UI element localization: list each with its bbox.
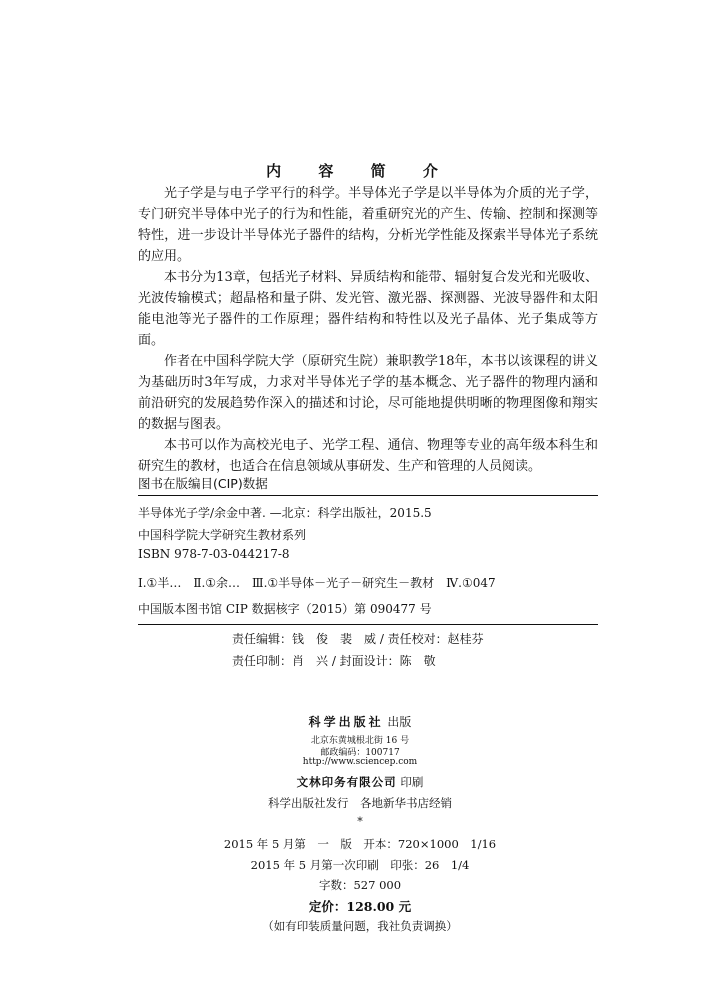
price: 定价：128.00 元 [308,899,412,914]
quality-note: （如有印装质量问题，我社负责调换） [262,919,458,933]
summary-paragraph: 光子学是与电子学平行的科学。半导体光子学是以半导体为介质的光子学，专门研究半导体中光子的行为和性能，着重研究光的产生、传输、控制和探测等特性，进一步设计半导体光子器件的结构，分析光学性能及探索半导体光子系统的应用。 [138,186,598,264]
cip-heading: 图书在版编目(CIP)数据 [138,476,268,491]
summary-text [138,183,598,477]
cip-classification: Ⅰ.①半… Ⅱ.①余… Ⅲ.①半导体－光子－研究生－教材 Ⅳ.①047 [138,576,496,590]
distribution-line: 科学出版社发行 各地新华书店经销 [268,796,452,810]
publisher-name: 科学出版社 [308,715,384,729]
summary-paragraph: 本书可以作为高校光电子、光学工程、通信、物理等专业的高年级本科生和研究生的教材，也适合在信息领域从事研发、生产和管理的人员阅读。 [138,438,598,474]
summary-title: 内 容 简 介 [266,162,454,180]
cip-isbn: ISBN 978-7-03-044217-8 [138,547,290,561]
publisher-postcode: 邮政编码：100717 [320,748,400,758]
publisher-suffix: 出版 [387,715,412,729]
production-credits: 责任印制：肖 兴 / 封面设计：陈 敬 [232,654,436,668]
cip-line: 半导体光子学/余金中著. —北京：科学出版社，2015.5 [138,506,432,520]
word-count: 字数：527 000 [318,878,402,892]
edition-line: 2015 年 5 月第 一 版 开本：720×1000 1/16 [223,837,497,851]
publisher-address: 北京东黄城根北街 16 号 [310,736,410,746]
cip-bottom-rule [138,624,598,625]
printer-name: 文林印务有限公司 [296,775,397,789]
publisher-website: http://www.sciencep.com [302,757,418,767]
publisher-line [0,713,720,730]
separator-star: * [357,815,363,828]
cip-record-number: 中国版本图书馆 CIP 数据核字（2015）第 090477 号 [138,602,432,616]
printer-suffix: 印刷 [400,775,424,789]
printing-line: 2015 年 5 月第一次印刷 印张：26 1/4 [250,858,470,872]
printer-line [0,774,720,790]
cip-line: 中国科学院大学研究生教材系列 [138,528,307,542]
cip-top-rule [138,495,598,496]
summary-paragraph: 作者在中国科学院大学（原研究生院）兼职教学18年，本书以该课程的讲义为基础历时3年写成，力求对半导体光子学的基本概念、光子器件的物理内涵和前沿研究的发展趋势作深入的描述和讨论，尽可能地提供明晰的物理图像和翔实的数据与图表。 [138,354,598,432]
summary-paragraph: 本书分为13章，包括光子材料、异质结构和能带、辐射复合发光和光吸收、光波传输模式；超晶格和量子阱、发光管、激光器、探测器、光波导器件和太阳能电池等光子器件的工作原理；器件结构和特性以及光子晶体、光子集成等方面。 [138,270,598,348]
editor-credits: 责任编辑：钱 俊 裴 威 / 责任校对：赵桂芬 [232,632,484,646]
